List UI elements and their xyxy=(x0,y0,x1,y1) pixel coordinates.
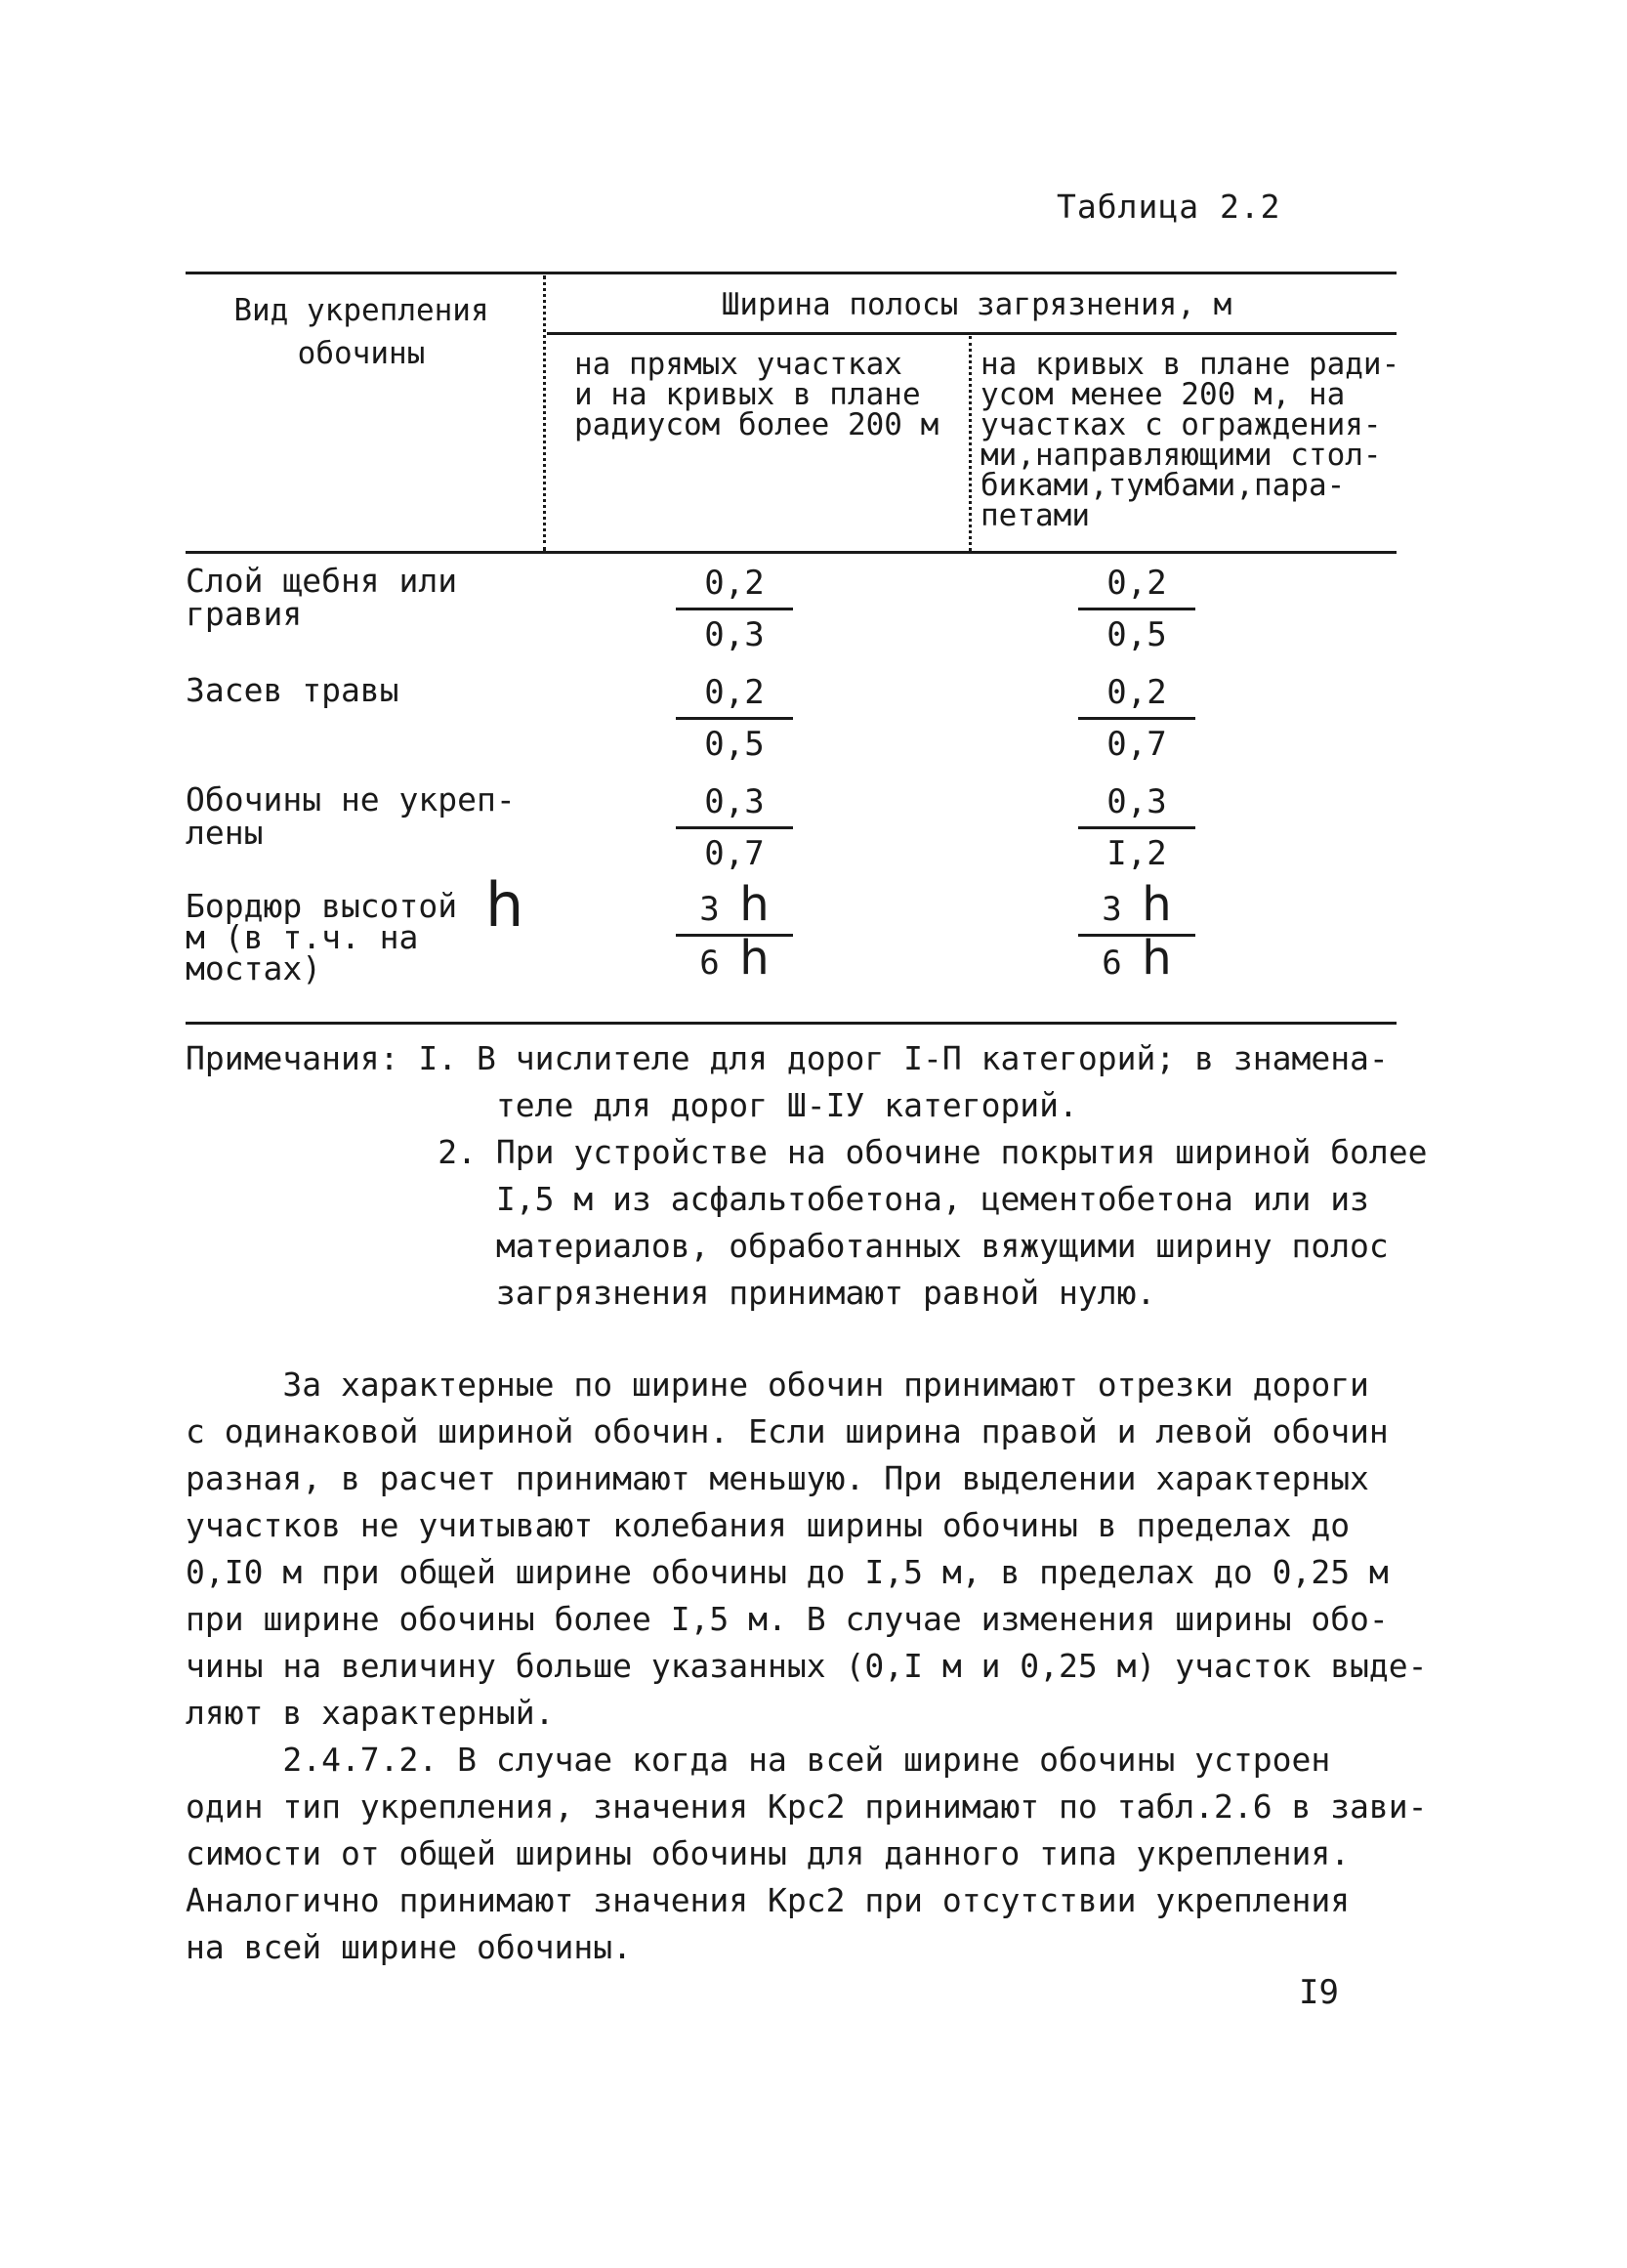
denominator: 0,3 xyxy=(704,615,765,654)
numerator: 0,3 xyxy=(1078,779,1195,829)
numerator-coefficient: 3 xyxy=(1102,890,1122,929)
fraction-grass-curves xyxy=(1078,670,1195,767)
fraction-gravel-straight xyxy=(676,561,793,657)
header-bottom-rule xyxy=(186,551,1397,554)
numerator: 0,2 xyxy=(1078,561,1195,610)
row-label-grass: Засев травы xyxy=(186,671,399,709)
numerator xyxy=(676,877,793,937)
row-label-curb: Бордюр высотой м (в т.ч. на мостах) xyxy=(186,887,458,987)
numerator: 0,2 xyxy=(676,561,793,610)
header-group-rule xyxy=(547,332,1397,335)
denominator: 0,7 xyxy=(1106,725,1167,764)
page-number: I9 xyxy=(1299,1973,1339,2012)
denominator-coefficient: 6 xyxy=(699,944,720,983)
numerator xyxy=(1078,877,1195,937)
header-shoulder-type: Вид укрепления обочины xyxy=(233,293,489,371)
fraction-gravel-curves xyxy=(1078,561,1195,657)
fraction-unpaved-straight xyxy=(676,779,793,876)
denominator xyxy=(1078,931,1195,986)
denominator xyxy=(676,931,793,986)
fraction-curb-curves xyxy=(1078,877,1195,986)
denominator: 0,5 xyxy=(1106,615,1167,654)
numerator: 0,2 xyxy=(676,670,793,720)
row-label-gravel: Слой щебня или гравия xyxy=(186,562,458,633)
fraction-curb-straight xyxy=(676,877,793,986)
header-contamination-width: Ширина полосы загрязнения, м xyxy=(721,287,1232,322)
header-divider-left xyxy=(543,275,546,551)
table-bottom-rule xyxy=(186,1022,1397,1025)
numerator-h: h xyxy=(739,877,770,932)
paragraph-2-4-7-2: 2.4.7.2. В случае когда на всей ширине обочины устроен один тип укрепления, значения Крс2 принимают по табл.2.6 в зави- симости от общей ширины обочины для данного типа укрепления. Аналогично принимают значения Крс2 при отсутствии укрепления на всей ширине обочины. xyxy=(186,1741,1428,1966)
subheader-curves-sections: на кривых в плане ради- усом менее 200 м, на участках с ограждения- ми,направляющими стол- биками,тумбами,пара- петами xyxy=(980,347,1400,533)
denominator: I,2 xyxy=(1106,834,1167,873)
paragraph-characteristic-sections: За характерные по ширине обочин принимают отрезки дороги с одинаковой шириной обочин. Если ширина правой и левой обочин разная, в расчет принимают меньшую. При выделении характерных участков не учитывают колебания ширины обочины в пределах до 0,I0 м при общей ширине обочины до I,5 м, в пределах до 0,25 м при ширине обочины более I,5 м. В случае изменения ширины обо- чины на величину больше указанных (0,I м и 0,25 м) участок выде- ляют в характерный. xyxy=(186,1365,1428,1732)
numerator: 0,3 xyxy=(676,779,793,829)
header-divider-middle xyxy=(969,336,972,551)
fraction-grass-straight xyxy=(676,670,793,767)
table-caption: Таблица 2.2 xyxy=(1057,188,1281,226)
denominator-coefficient: 6 xyxy=(1102,944,1122,983)
denominator: 0,7 xyxy=(704,834,765,873)
denominator: 0,5 xyxy=(704,725,765,764)
table-notes: Примечания: I. В числителе для дорог I-П категорий; в знамена- теле для дорог Ш-IУ категорий. 2. При устройстве на обочине покрытия шириной более I,5 м из асфальтобетона, цементобетона или из материалов, обработанных вяжущими ширину полос загрязнения принимают равной нулю. xyxy=(186,1039,1428,1312)
numerator-coefficient: 3 xyxy=(699,890,720,929)
denominator-h: h xyxy=(739,931,770,986)
numerator: 0,2 xyxy=(1078,670,1195,720)
denominator-h: h xyxy=(1142,931,1172,986)
row-label-unpaved: Обочины не укреп- лены xyxy=(186,780,516,852)
table-top-rule xyxy=(186,272,1397,274)
fraction-unpaved-curves xyxy=(1078,779,1195,876)
numerator-h: h xyxy=(1142,877,1172,932)
curb-height-symbol: h xyxy=(485,869,524,941)
subheader-straight-sections: на прямых участках и на кривых в плане радиусом более 200 м xyxy=(574,347,939,442)
